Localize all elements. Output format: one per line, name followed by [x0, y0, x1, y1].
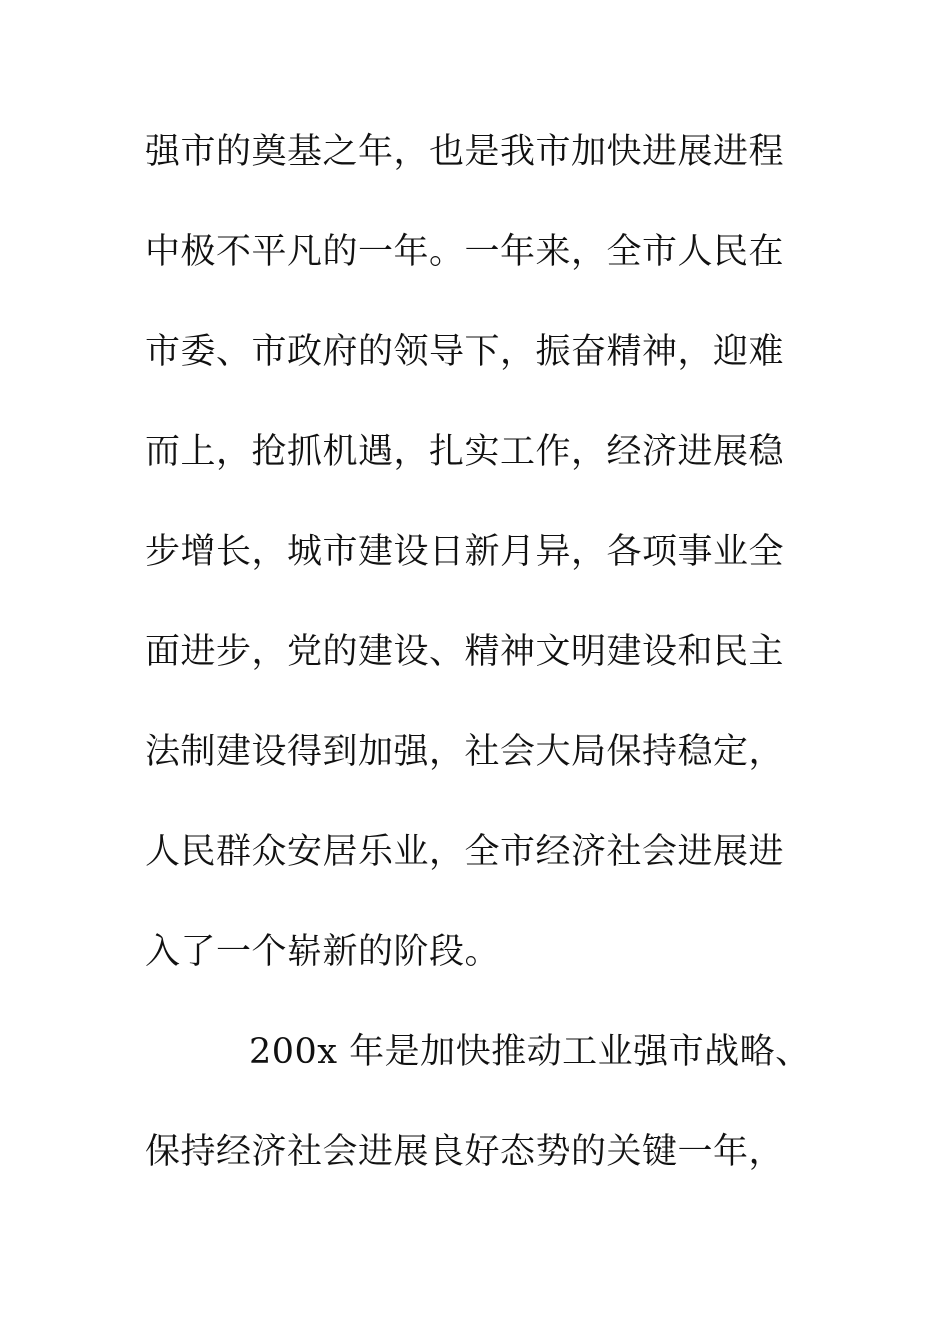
text-line-11: 保持经济社会进展良好态势的关键一年，	[145, 1132, 785, 1172]
text-line-2: 中极不平凡的一年。一年来，全市人民在	[145, 232, 785, 272]
text-line-5: 步增长，城市建设日新月异，各项事业全	[145, 532, 785, 572]
text-line-9: 入了一个崭新的阶段。	[145, 932, 501, 972]
paragraph-start-line: 200x 年是加快推动工业强市战略、	[249, 1032, 811, 1072]
text-line-1: 强市的奠基之年，也是我市加快进展进程	[145, 132, 785, 172]
text-line-8: 人民群众安居乐业，全市经济社会进展进	[145, 832, 785, 872]
text-line-7: 法制建设得到加强，社会大局保持稳定，	[145, 732, 785, 772]
text-line-4: 而上，抢抓机遇，扎实工作，经济进展稳	[145, 432, 785, 472]
text-line-6: 面进步，党的建设、精神文明建设和民主	[145, 632, 785, 672]
text-line-3: 市委、市政府的领导下，振奋精神，迎难	[145, 332, 785, 372]
body-text	[145, 122, 811, 1222]
